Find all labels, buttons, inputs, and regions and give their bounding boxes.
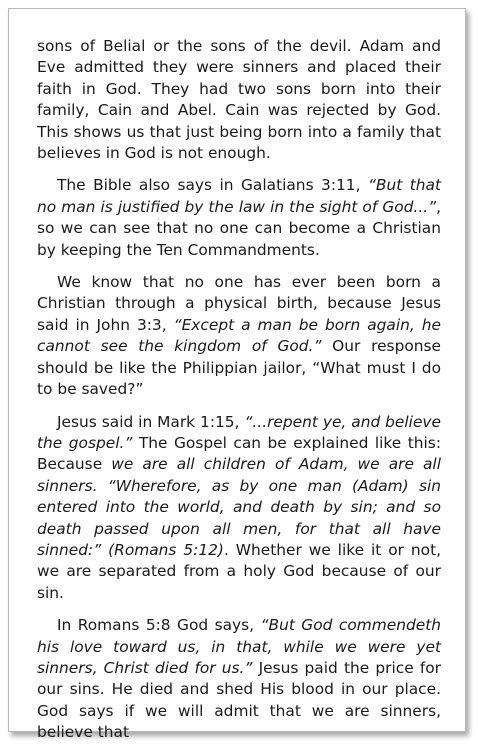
document-body	[37, 36, 441, 755]
paragraph-1-text: sons of Belial or the sons of the devil. Adam and Eve admitted they were sinners and placed their faith in God. They had two sons born into their family, Cain and Abel. Cain was rejected by God. This shows us that just being born into a family that believes in God is not enough.	[37, 37, 441, 163]
paragraph-2-text: The Bible also says in Galatians 3:11,	[57, 176, 368, 195]
page-frame	[8, 8, 466, 742]
paragraph-2	[37, 175, 441, 261]
paragraph-4-text-end: . Whether we like it or not, we are separated from a holy God because of our sin.	[37, 540, 441, 602]
paragraph-4-text-mid: The Gospel can be explained like this: Because	[37, 433, 442, 474]
paragraph-4	[37, 412, 441, 605]
paragraph-3	[37, 272, 441, 400]
paragraph-5-text-cont: Jesus paid the price for our sins. He died and shed His blood in our place. God says if we will admit that we are sinners, believe that	[37, 658, 441, 742]
paragraph-5-text: In Romans 5:8 God says,	[57, 616, 261, 635]
scripture-quote-john: “Except a man be born again, he cannot see the kingdom of God.”	[37, 315, 441, 356]
scripture-quote-galatians: “But that no man is justified by the law in the sight of God...”	[37, 176, 441, 216]
paragraph-1	[37, 36, 441, 164]
scripture-quote-romans-5-12: we are all children of Adam, we are all sinners. “Wherefore, as by one man (Adam) sin entered into the world, and death by sin; and so death passed upon all men, for that all have sinned:” (Romans 5:12)	[37, 455, 441, 559]
paragraph-4-text: Jesus said in Mark 1:15,	[57, 412, 245, 431]
paragraph-5	[37, 615, 441, 743]
paragraph-3-text: We know that no one has ever been born a Christian through a physical birth, because Jesus said in John 3:3,	[37, 273, 441, 334]
paragraph-2-text-cont: , so we can see that no one can become a Christian by keeping the Ten Commandments.	[37, 197, 441, 259]
scripture-quote-mark: “...repent ye, and believe the gospel.”	[37, 412, 441, 452]
scripture-quote-romans-5-8: “But God commendeth his love toward us, in that, while we were yet sinners, Christ died for us.”	[37, 616, 441, 677]
paragraph-3-text-cont: Our response should be like the Philippian jailor, “What must I do to be saved?”	[37, 337, 442, 399]
